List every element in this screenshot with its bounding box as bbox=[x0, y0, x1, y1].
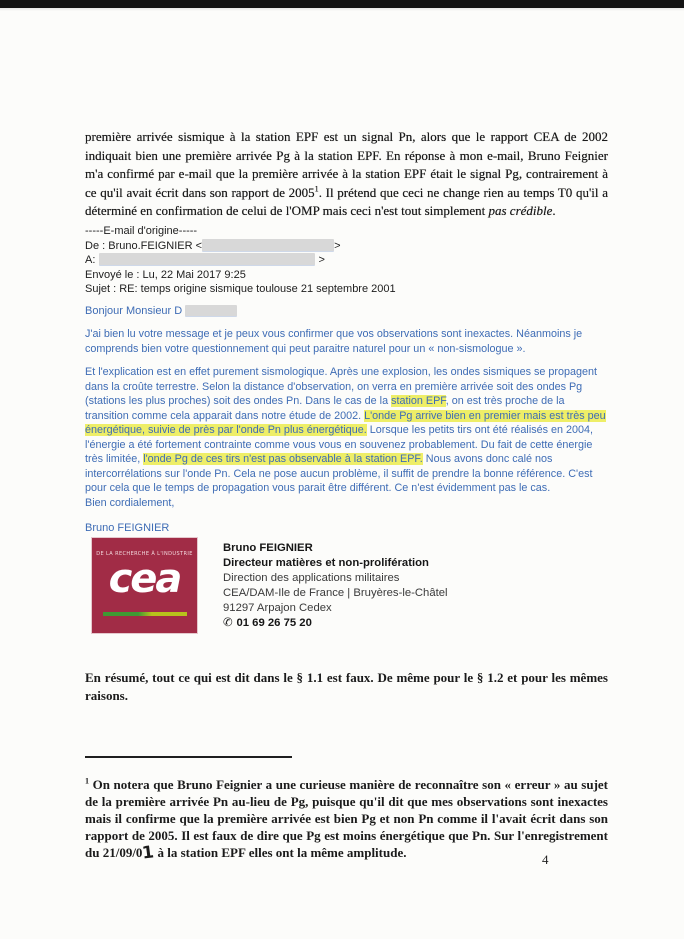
phone-icon: ✆ bbox=[223, 617, 233, 629]
email-sent-line: Envoyé le : Lu, 22 Mai 2017 9:25 bbox=[85, 268, 246, 281]
redacted-recipient-address bbox=[99, 253, 315, 265]
email-greeting-text: Bonjour Monsieur D bbox=[85, 304, 183, 317]
email-to-close: > bbox=[318, 254, 325, 266]
intro-paragraph: première arrivée sismique à la station EPF est un signal Pn, alors que le rapport CEA de 2002 indiquait bien une première arrivée Pg à la station EPF. En réponse à mon e-mail, Bruno Feignier m'a confirmé par e-mail que la première arrivée à la station EPF était le signal Pg, contrairement à ce qu'il avait écrit dans son rapport de 2005$^1$. Il prétend que ceci ne change rien au temps T0 qu'il a déterminé en confirmation de celui de l'OMP mais ceci n'est tout simplement pas crédible. bbox=[85, 129, 608, 218]
signature-organisation: CEA/DAM-Ile de France | Bruyères-le-Châtel bbox=[223, 587, 448, 599]
email-subject-line: Sujet : RE: temps origine sismique toulouse 21 septembre 2001 bbox=[85, 283, 396, 295]
email-to-line bbox=[85, 253, 609, 268]
signature-phone-number: 01 69 26 75 20 bbox=[236, 617, 312, 629]
cea-logo-wordmark: cea bbox=[108, 556, 181, 602]
email-paragraph-2: Et l'explication est en effet purement sismologique. Après une explosion, les ondes sismiques se propagent dans la croûte terrestre. Selon la distance d'observation, on verra en première arrivée soit des ondes Pg (stations les plus proches) soit des ondes Pn. Dans le cas de la station EPF, on est très proche de la transition comme cela apparait dans notre étude de 2002. L'onde Pg arrive bien en premier mais est très peu énergétique, suivie de près par l'onde Pn plus énergétique. Lorsque les petits tirs ont été réalisés en 2004, l'énergie a été fortement contrainte comme vous vous en souvenez probablement. Du fait de cette énergie très limitée, l'onde Pg de ces tirs n'est pas observable à la station EPF. Nous avons donc calé nos intercorrélations sur l'onde Pn. Cela ne pose aucun problème, il suffit de prendre la bonne référence. C'est pour cela que le temps de propagation vous parait être différent. Ce n'est évidemment pas le cas. bbox=[85, 366, 606, 494]
signature-phone-line bbox=[223, 616, 448, 631]
email-from-close: > bbox=[334, 239, 341, 252]
email-from-line bbox=[85, 239, 609, 254]
email-closing: Bien cordialement, bbox=[85, 496, 175, 509]
email-paragraph-1: J'ai bien lu votre message et je peux vous confirmer que vos observations sont inexactes. Néanmoins je comprends bien votre questionnement qui peut paraitre naturel pour un « non-sismologue ». bbox=[85, 328, 583, 355]
redacted-sender-address bbox=[202, 239, 334, 251]
email-signature-card bbox=[92, 538, 448, 633]
signature-title: Directeur matières et non-prolifération bbox=[223, 557, 429, 569]
cea-logo bbox=[92, 538, 197, 633]
email-headers bbox=[85, 224, 609, 297]
redacted-recipient-name bbox=[185, 305, 237, 316]
cea-logo-underline bbox=[103, 612, 187, 616]
footnote-text: $^1$ On notera que Bruno Feignier a une curieuse manière de reconnaître son « erreur » au sujet de la première arrivée Pn au-lieu de Pg, puisque qu'il dit que mes observations sont inexactes mais il confirme que la première arrivée est bien Pg et non Pn comme il l'avait écrit dans son rapport de 2005. Il est faux de dire que Pg est moins énergétique que Pn. Sur l'enregistrement du 21/09/01 à la station EPF elles ont la même amplitude. bbox=[85, 776, 608, 863]
signature-details bbox=[223, 538, 448, 633]
summary-paragraph: En résumé, tout ce qui est dit dans le § 1.1 est faux. De même pour le § 1.2 et pour les mêmes raisons. bbox=[85, 670, 608, 703]
email-body bbox=[85, 304, 609, 536]
signature-name: Bruno FEIGNIER bbox=[223, 542, 313, 554]
email-from-label: De : Bruno.FEIGNIER < bbox=[85, 239, 203, 252]
signature-address: 91297 Arpajon Cedex bbox=[223, 602, 332, 614]
email-to-label: A: bbox=[85, 254, 96, 266]
email-greeting bbox=[85, 304, 609, 319]
quoted-email bbox=[85, 224, 609, 536]
page-number: 4 bbox=[542, 852, 549, 867]
scan-edge-artifact bbox=[0, 0, 684, 8]
email-signoff: Bruno FEIGNIER bbox=[85, 522, 170, 534]
signature-department: Direction des applications militaires bbox=[223, 572, 400, 584]
footnote-separator bbox=[85, 756, 292, 758]
cea-logo-tagline: DE LA RECHERCHE À L'INDUSTRIE bbox=[96, 551, 193, 557]
email-origin-line: -----E-mail d'origine----- bbox=[85, 225, 198, 237]
